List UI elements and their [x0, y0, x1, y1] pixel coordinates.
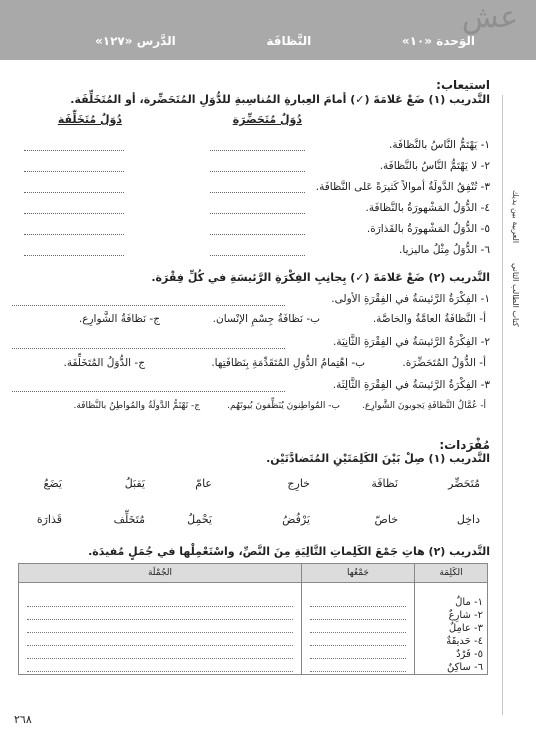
option-b[interactable]: ب- المُواطِنونَ يُنَظِّفونَ بُيوتَهُم. [227, 401, 340, 411]
table-row [19, 635, 488, 648]
lesson-label [95, 34, 176, 48]
answer-blank-civilized[interactable] [210, 192, 305, 193]
vocab-word[interactable]: عامّ [195, 477, 212, 490]
question-item: ٣- الفِكْرَةُ الرَّئيسَةُ في الفِقْرَةِ الثَّالِثَة. [332, 379, 490, 391]
answer-blank-civilized[interactable] [210, 234, 305, 235]
vocab-word[interactable]: يَقبَلُ [124, 477, 145, 490]
comprehension-title: استيعاب: [436, 78, 490, 92]
word-cell: ٥- فَرْدٌ [415, 648, 488, 661]
plurals-table [18, 563, 488, 675]
word-cell: ٦- ساكِنٌ [415, 661, 488, 675]
table-header-row [19, 564, 488, 583]
question-item: ٢- الفِكْرَةُ الرَّئيسَةُ في الفِقْرَةِ الثَّانِيَة. [333, 336, 490, 348]
vocab-word[interactable]: يَحْمِلُ [187, 513, 212, 526]
answer-blank-backward[interactable] [24, 192, 124, 193]
list-item: ٢- لا يَهْتَمُّ النَّاسُ بالنَّظافَة. [379, 160, 490, 172]
answer-blank-backward[interactable] [24, 150, 124, 151]
word-cell: ٤- حَديقَةٌ [415, 635, 488, 648]
plural-blank[interactable] [302, 622, 415, 635]
plural-blank[interactable] [302, 635, 415, 648]
page-number: ٢٦٨ [14, 713, 32, 726]
sentence-blank[interactable] [19, 622, 302, 635]
answer-blank-civilized[interactable] [210, 255, 305, 256]
unit-number: «١٠» [401, 34, 432, 48]
book-title: كتاب الطالب الثاني [511, 263, 520, 327]
column-header-plural: جَمْعُها [302, 564, 415, 583]
option-b[interactable]: ب- نَظافَةُ جِسْمِ الإنْسان. [212, 313, 320, 325]
plural-blank[interactable] [302, 609, 415, 622]
answer-blank[interactable] [12, 348, 285, 349]
answer-blank-civilized[interactable] [210, 150, 305, 151]
answer-blank-civilized[interactable] [210, 171, 305, 172]
sentence-blank[interactable] [19, 609, 302, 622]
column-header-sentence: الجُمْلَة [19, 564, 302, 583]
list-item: ٦- الدُّوَلُ مِثْلُ ماليزيا. [399, 244, 490, 256]
plural-blank[interactable] [302, 596, 415, 609]
unit-label-text: الوَحدة [436, 34, 475, 48]
table-row [19, 596, 488, 609]
vocab-exercise1-instruction: التَّدريب (١) صِلْ بَيْنَ الكَلِمَتَيْنِ المُتَضادَّتَيْن. [266, 452, 490, 465]
exercise1-instruction: التَّدريب (١) ضَعْ عَلامَةَ (✓) أمامَ العِبارةِ المُناسِبةِ للدُّوَلِ المُتَحَضِّرة، أو المُتَخَلِّفَة. [70, 93, 490, 106]
header-ornament: ﻋﺶ [461, 0, 518, 35]
list-item: ٣- تُنْفِقُ الدَّولَةُ أموالاً كَثيرَةً عَلى النَّظافَة. [315, 181, 490, 193]
vocabulary-title: مُفْرَدات: [439, 438, 490, 452]
vocab-word[interactable]: يَضَعُ [43, 477, 62, 490]
unit-label [402, 34, 475, 48]
vocab-exercise2-instruction: التَّدريب (٢) هاتِ جَمْعَ الكَلِماتِ التَّالِيَةِ مِنَ النَّصِّ، واسْتَعْمِلْها في جُمَلٍ مُفيدَة. [88, 545, 490, 558]
table-row [19, 609, 488, 622]
question-item: ١- الفِكْرَةُ الرَّئيسَةُ في الفِقْرَةِ الأولى. [331, 293, 490, 305]
lesson-number: «١٢٧» [95, 34, 133, 48]
page-header [0, 0, 536, 60]
sentence-blank[interactable] [19, 648, 302, 661]
plural-blank[interactable] [302, 661, 415, 675]
list-item: ١- يَهْتَمُّ النَّاسُ بالنَّظافَة. [389, 139, 490, 151]
vocab-word[interactable]: خارِج [287, 477, 310, 490]
list-item: ٤- الدُّوَلُ المَشْهورَةُ بالنَّظافَة. [365, 202, 490, 214]
sentence-blank[interactable] [19, 661, 302, 675]
vocab-word[interactable]: يَرْفُضُ [282, 513, 310, 526]
answer-blank-backward[interactable] [24, 234, 124, 235]
option-a[interactable]: أ- الدُّوَلُ المُتَحَضِّرَة. [402, 357, 486, 369]
option-a[interactable]: أ- النَّظافَةُ العامَّةُ والخاصَّة. [372, 313, 486, 325]
list-item: ٥- الدُّوَلُ المَشْهورَةُ بالقَذارَة. [366, 223, 490, 235]
column-header-word: الكَلِمَة [415, 564, 488, 583]
plural-blank[interactable] [302, 648, 415, 661]
column-backward: دُوَلٌ مُتَخَلِّفَة [57, 113, 122, 126]
option-a[interactable]: أ- عُمَّالُ النَّظافَةِ يَجوبونَ الشَّوارِع. [362, 401, 486, 411]
sentence-blank[interactable] [19, 596, 302, 609]
vocab-word[interactable]: مُتَخَلِّف [113, 513, 145, 526]
side-margin [502, 95, 533, 715]
exercise2-instruction: التَّدريب (٢) ضَعْ عَلامَةَ (✓) بِجانِبِ الفِكْرَةِ الرَّئيسَةِ في كُلِّ فِقْرَة. [151, 271, 490, 284]
series-title: العربية بين يديك [511, 190, 520, 244]
sentence-blank[interactable] [19, 635, 302, 648]
answer-blank-backward[interactable] [24, 255, 124, 256]
vocab-word[interactable]: نَظافَة [371, 477, 398, 490]
table-row [19, 648, 488, 661]
answer-blank[interactable] [12, 391, 285, 392]
answer-blank-backward[interactable] [24, 213, 124, 214]
vocab-word[interactable]: داخِل [456, 513, 480, 526]
header-bar [95, 32, 475, 50]
word-cell: ١- مالٌ [415, 596, 488, 609]
word-cell: ٣- عامِلٌ [415, 622, 488, 635]
vocab-word[interactable]: قَذارَة [36, 513, 62, 526]
word-cell: ٢- شارِعٌ [415, 609, 488, 622]
option-c[interactable]: ج- نَظافَةُ الشَّوارِع. [78, 313, 160, 325]
option-c[interactable]: ج- الدُّوَلُ المُتَخَلِّفَة. [63, 357, 145, 369]
answer-blank-civilized[interactable] [210, 213, 305, 214]
column-civilized: دُوَلٌ مُتَحَضِّرَة [232, 113, 302, 126]
answer-blank[interactable] [12, 305, 285, 306]
vocab-word[interactable]: مُتَحَضِّر [448, 477, 480, 490]
option-c[interactable]: ج- تَهْتَمُّ الدَّولَةُ والمُواطِنُ بالنَّظافَة. [73, 401, 200, 411]
lesson-label-text: الدَّرس [136, 34, 176, 48]
answer-blank-backward[interactable] [24, 171, 124, 172]
table-row [19, 622, 488, 635]
topic-title: النَّظافَة [266, 34, 312, 48]
table-row [19, 661, 488, 675]
option-b[interactable]: ب- اهْتِمامُ الدُّوَلِ المُتَقَدِّمَةِ بِنَظافَتِها. [211, 357, 365, 369]
vocab-word[interactable]: خاصّ [374, 513, 398, 526]
